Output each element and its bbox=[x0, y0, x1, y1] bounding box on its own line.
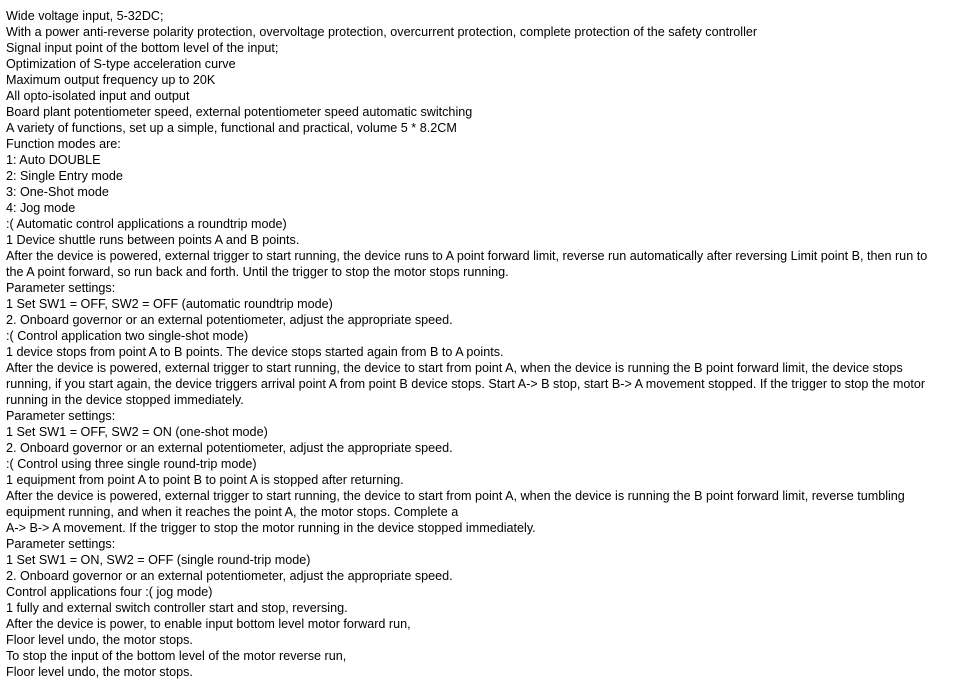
text-line: 2. Onboard governor or an external potentiometer, adjust the appropriate speed. bbox=[6, 569, 453, 583]
text-line: Floor level undo, the motor stops. bbox=[6, 665, 193, 679]
text-line: Signal input point of the bottom level of the input; bbox=[6, 41, 279, 55]
text-line: After the device is powered, external trigger to start running, the device runs to A point forward limit, reverse run automatically after reversing Limit point B, then run to bbox=[6, 249, 928, 263]
text-line: Function modes are: bbox=[6, 137, 121, 151]
text-line: 1: Auto DOUBLE bbox=[6, 153, 101, 167]
text-line: After the device is powered, external trigger to start running, the device to start from point A, when the device is running the B point forward limit, the device stops bbox=[6, 361, 903, 375]
text-line: 2. Onboard governor or an external potentiometer, adjust the appropriate speed. bbox=[6, 313, 453, 327]
text-line: 1 Set SW1 = ON, SW2 = OFF (single round-trip mode) bbox=[6, 553, 311, 567]
text-line: Control applications four :( jog mode) bbox=[6, 585, 213, 599]
text-line: running, if you start again, the device triggers arrival point A from point B device stops. Start A-> B stop, start B-> A movement stopped. If the trigger to stop the motor bbox=[6, 377, 926, 391]
text-line: Floor level undo, the motor stops. bbox=[6, 633, 193, 647]
text-line: After the device is power, to enable input bottom level motor forward run, bbox=[6, 617, 411, 631]
text-line: Optimization of S-type acceleration curve bbox=[6, 57, 236, 71]
text-line: 1 Set SW1 = OFF, SW2 = OFF (automatic roundtrip mode) bbox=[6, 297, 333, 311]
text-line: Parameter settings: bbox=[6, 537, 116, 551]
text-line: 2. Onboard governor or an external potentiometer, adjust the appropriate speed. bbox=[6, 441, 453, 455]
text-line: :( Control using three single round-trip mode) bbox=[6, 457, 257, 471]
text-line: 4: Jog mode bbox=[6, 201, 76, 215]
text-line: A-> B-> A movement. If the trigger to stop the motor running in the device stopped immediately. bbox=[6, 521, 536, 535]
text-line: :( Automatic control applications a roundtrip mode) bbox=[6, 217, 287, 231]
text-line: Parameter settings: bbox=[6, 409, 116, 423]
text-line: 1 fully and external switch controller start and stop, reversing. bbox=[6, 601, 348, 615]
text-line: 1 equipment from point A to point B to point A is stopped after returning. bbox=[6, 473, 404, 487]
text-line: 2: Single Entry mode bbox=[6, 169, 123, 183]
text-line: After the device is powered, external trigger to start running, the device to start from point A, when the device is running the B point forward limit, reverse tumbling bbox=[6, 489, 905, 503]
text-line: the A point forward, so run back and forth. Until the trigger to stop the motor stops running. bbox=[6, 265, 509, 279]
document-text bbox=[6, 8, 968, 680]
text-line: Parameter settings: bbox=[6, 281, 116, 295]
text-line: A variety of functions, set up a simple, functional and practical, volume 5 * 8.2CM bbox=[6, 121, 457, 135]
text-line: :( Control application two single-shot mode) bbox=[6, 329, 249, 343]
text-line: 1 Set SW1 = OFF, SW2 = ON (one-shot mode) bbox=[6, 425, 268, 439]
text-line: 1 Device shuttle runs between points A and B points. bbox=[6, 233, 300, 247]
text-line: To stop the input of the bottom level of the motor reverse run, bbox=[6, 649, 347, 663]
text-line: running in the device stopped immediately. bbox=[6, 393, 244, 407]
text-line: All opto-isolated input and output bbox=[6, 89, 190, 103]
text-line: Wide voltage input, 5-32DC; bbox=[6, 9, 164, 23]
text-line: 3: One-Shot mode bbox=[6, 185, 109, 199]
text-line: 1 device stops from point A to B points. The device stops started again from B to A points. bbox=[6, 345, 504, 359]
text-line: equipment running, and when it reaches the point A, the motor stops. Complete a bbox=[6, 505, 459, 519]
text-line: Board plant potentiometer speed, external potentiometer speed automatic switching bbox=[6, 105, 473, 119]
text-line: Maximum output frequency up to 20K bbox=[6, 73, 216, 87]
text-line: With a power anti-reverse polarity protection, overvoltage protection, overcurrent protection, complete protection of the safety controller bbox=[6, 25, 758, 39]
